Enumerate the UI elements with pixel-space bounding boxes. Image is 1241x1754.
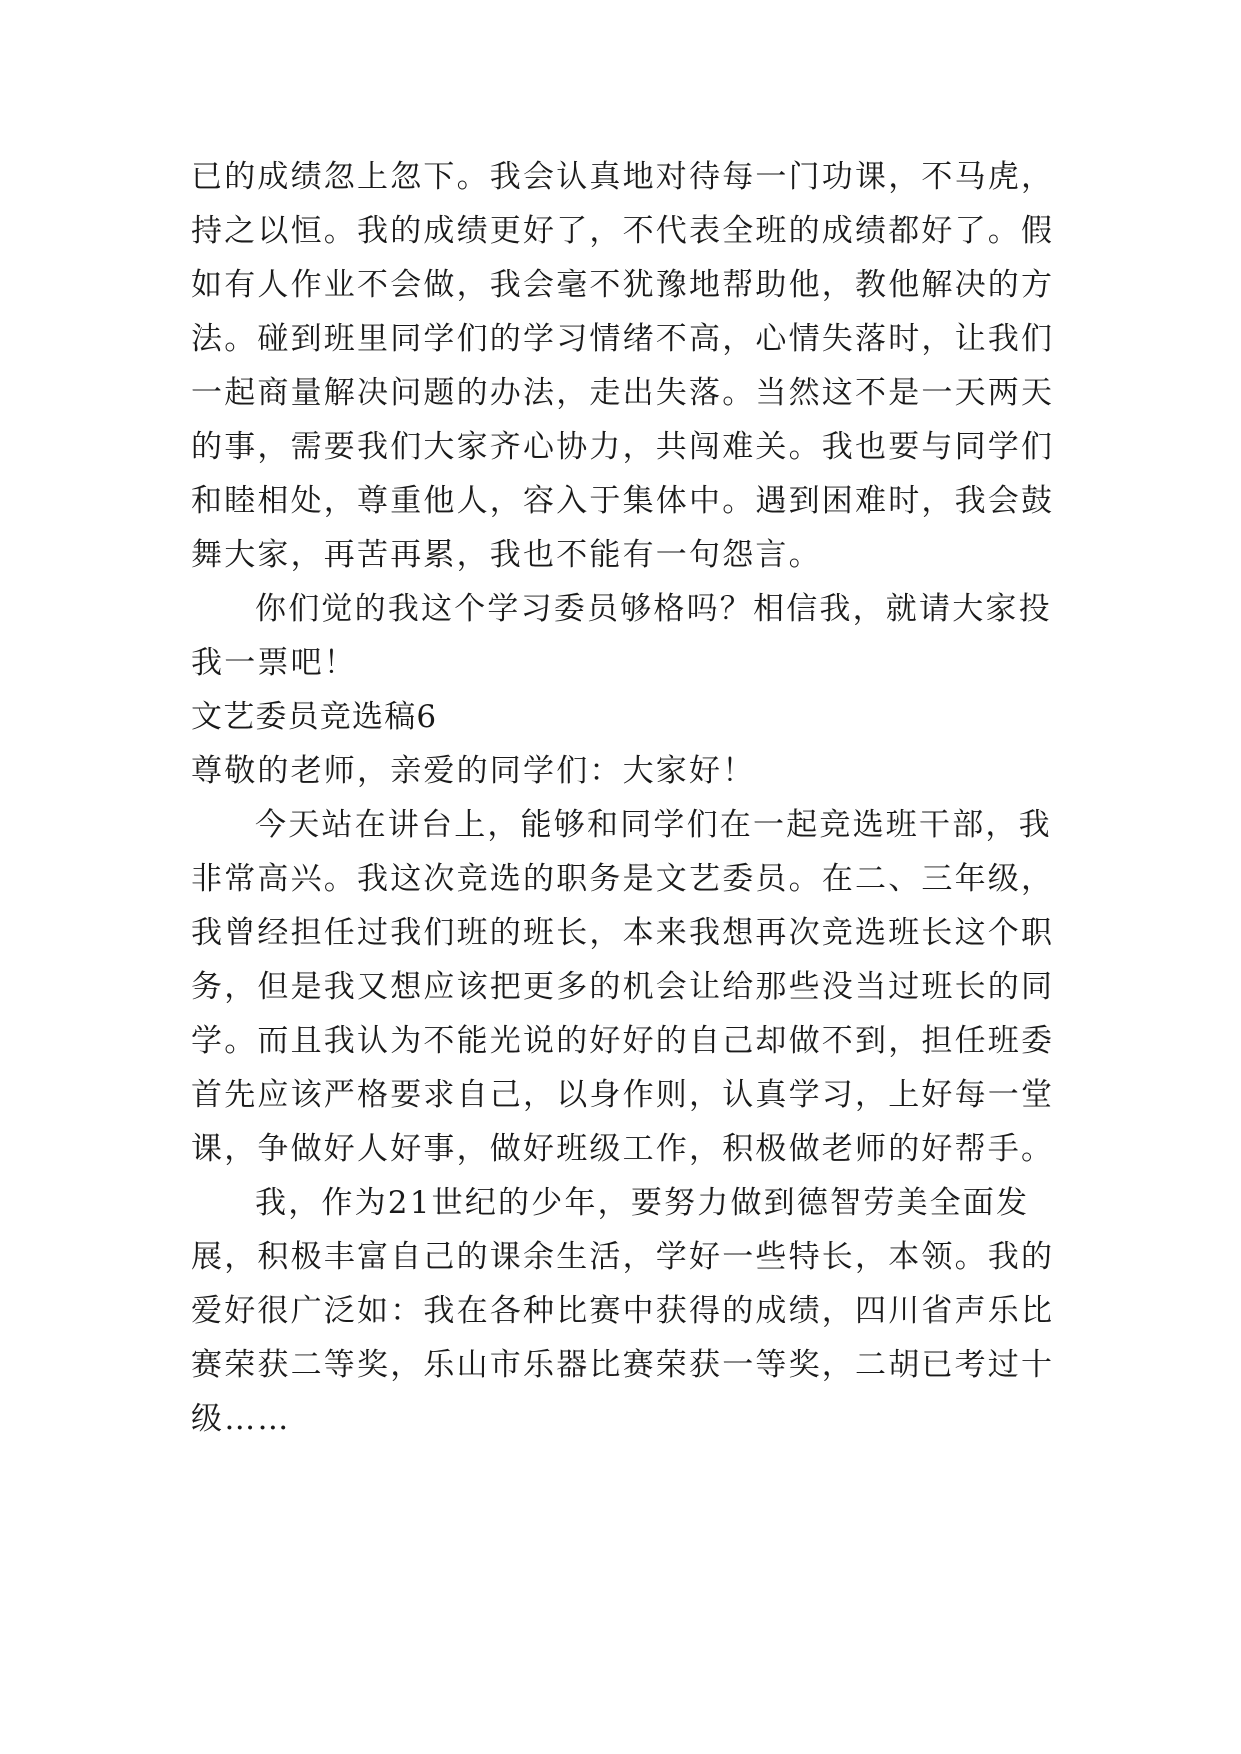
text-line: 展，积极丰富自己的课余生活，学好一些特长，本领。我的 [191,1239,1055,1275]
text-line: 持之以恒。我的成绩更好了，不代表全班的成绩都好了。假 [191,213,1055,249]
text-line: 我，作为21世纪的少年，要努力做到德智劳美全面发 [255,1185,1030,1221]
text-line: 级…… [191,1401,291,1437]
text-line: 我曾经担任过我们班的班长，本来我想再次竞选班长这个职 [191,915,1055,951]
text-line: 非常高兴。我这次竞选的职务是文艺委员。在二、三年级， [191,861,1055,897]
salutation: 尊敬的老师，亲爱的同学们：大家好！ [191,753,756,789]
text-line: 和睦相处，尊重他人，容入于集体中。遇到困难时，我会鼓 [191,483,1055,519]
text-line: 你们觉的我这个学习委员够格吗？相信我，就请大家投 [255,591,1052,627]
text-line: 一起商量解决问题的办法，走出失落。当然这不是一天两天 [191,375,1055,411]
text-line: 赛荣获二等奖，乐山市乐器比赛荣获一等奖，二胡已考过十 [191,1347,1055,1383]
text-line: 我一票吧！ [191,645,357,681]
text-line: 学。而且我认为不能光说的好好的自己却做不到，担任班委 [191,1023,1055,1059]
text-line: 首先应该严格要求自己，以身作则，认真学习，上好每一堂 [191,1077,1055,1113]
text-line: 如有人作业不会做，我会毫不犹豫地帮助他，教他解决的方 [191,267,1055,303]
text-line: 的事，需要我们大家齐心协力，共闯难关。我也要与同学们 [191,429,1055,465]
text-line: 舞大家，再苦再累，我也不能有一句怨言。 [191,537,822,573]
text-line: 已的成绩忽上忽下。我会认真地对待每一门功课，不马虎， [191,159,1055,195]
text-line: 务，但是我又想应该把更多的机会让给那些没当过班长的同 [191,969,1055,1005]
text-line: 法。碰到班里同学们的学习情绪不高，心情失落时，让我们 [191,321,1055,357]
text-line: 课，争做好人好事，做好班级工作，积极做老师的好帮手。 [191,1131,1055,1167]
text-line: 爱好很广泛如：我在各种比赛中获得的成绩，四川省声乐比 [191,1293,1055,1329]
text-line: 今天站在讲台上，能够和同学们在一起竞选班干部，我 [255,807,1052,843]
section-heading: 文艺委员竞选稿6 [191,699,438,735]
